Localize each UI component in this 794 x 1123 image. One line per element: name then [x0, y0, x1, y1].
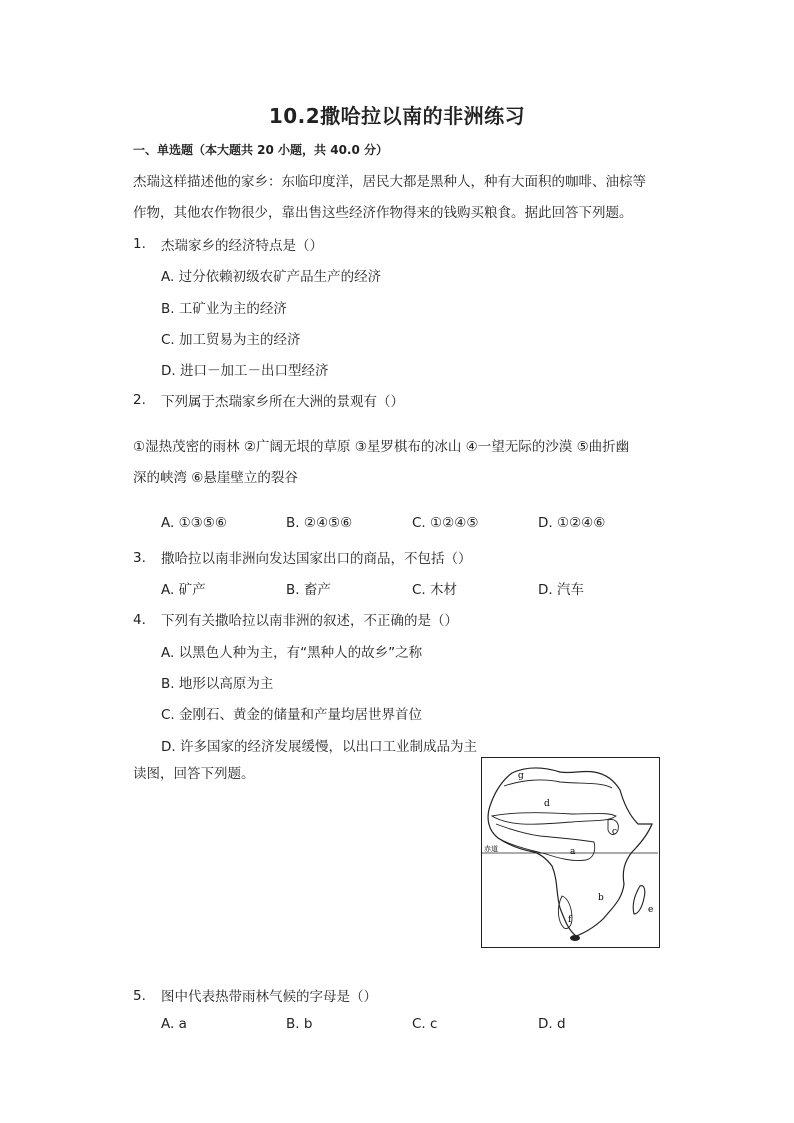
zone-d-boundary: [492, 813, 616, 825]
option-a[interactable]: A. 过分依赖初级农矿产品生产的经济: [161, 269, 382, 285]
option-d[interactable]: D. 汽车: [538, 582, 584, 598]
option-a[interactable]: A. a: [161, 1016, 187, 1032]
option-d[interactable]: D. d: [538, 1016, 566, 1032]
option-a[interactable]: A. 以黑色人种为主，有“黑种人的故乡”之称: [161, 645, 423, 661]
option-d[interactable]: D. 进口－加工－出口型经济: [161, 363, 329, 379]
map-label-d: d: [544, 799, 550, 809]
intro-line-2: 作物，其他农作物很少，靠出售这些经济作物得来的钱购买粮食。据此回答下列题。: [133, 205, 633, 221]
question-extra-line-1: ①湿热茂密的雨林 ②广阔无垠的草原 ③星罗棋布的冰山 ④一望无际的沙漠 ⑤曲折幽: [133, 439, 630, 455]
question-number: 3.: [133, 550, 146, 566]
section-heading: 一、单选题（本大题共 20 小题，共 40.0 分）: [133, 143, 389, 157]
question-number: 4.: [133, 612, 146, 628]
africa-map-drawing: [482, 758, 658, 946]
question-text: 杰瑞家乡的经济特点是（）: [161, 238, 323, 254]
option-c[interactable]: C. 木材: [412, 582, 458, 598]
option-a[interactable]: A. ①③⑤⑥: [161, 515, 227, 531]
map-label-a: a: [570, 847, 576, 857]
question-text: 下列有关撒哈拉以南非洲的叙述，不正确的是（）: [161, 613, 458, 629]
question-text: 下列属于杰瑞家乡所在大洲的景观有（）: [161, 394, 404, 410]
question-number: 5.: [133, 988, 146, 1004]
question-text: 图中代表热带雨林气候的字母是（）: [161, 989, 377, 1005]
option-d[interactable]: D. ①②④⑥: [538, 515, 606, 531]
option-b[interactable]: B. 畜产: [286, 582, 331, 598]
option-d[interactable]: D. 许多国家的经济发展缓慢，以出口工业制成品为主: [161, 739, 477, 755]
read-map-instruction: 读图，回答下列题。: [133, 766, 255, 782]
option-b[interactable]: B. ②④⑤⑥: [286, 515, 353, 531]
question-number: 1.: [133, 236, 146, 252]
option-a[interactable]: A. 矿产: [161, 582, 206, 598]
map-label-f: f: [568, 915, 572, 925]
option-b[interactable]: B. 工矿业为主的经济: [161, 301, 287, 317]
map-label-c: c: [612, 827, 618, 837]
zone-g-boundary: [504, 780, 612, 788]
map-label-b: b: [598, 893, 604, 903]
option-c[interactable]: C. c: [412, 1016, 438, 1032]
question-extra-line-2: 深的峡湾 ⑥悬崖壁立的裂谷: [133, 470, 298, 486]
option-c[interactable]: C. 金刚石、黄金的储量和产量均居世界首位: [161, 707, 423, 723]
africa-map: [481, 757, 660, 948]
madagascar-outline: [633, 886, 645, 914]
option-b[interactable]: B. b: [286, 1016, 313, 1032]
question-text: 撒哈拉以南非洲向发达国家出口的商品，不包括（）: [161, 551, 472, 567]
option-c[interactable]: C. 加工贸易为主的经济: [161, 332, 301, 348]
zone-a-boundary: [496, 824, 595, 861]
map-label-g: g: [518, 771, 524, 781]
southern-tip-mark: [570, 935, 580, 941]
map-label-equator: 赤道: [484, 845, 498, 853]
page-title: 10.2撒哈拉以南的非洲练习: [268, 104, 526, 128]
intro-line-1: 杰瑞这样描述他的家乡：东临印度洋，居民大都是黑种人，种有大面积的咖啡、油棕等: [133, 174, 646, 190]
option-c[interactable]: C. ①②④⑤: [412, 515, 479, 531]
question-number: 2.: [133, 392, 146, 408]
option-b[interactable]: B. 地形以高原为主: [161, 676, 274, 692]
map-label-e: e: [648, 905, 654, 915]
